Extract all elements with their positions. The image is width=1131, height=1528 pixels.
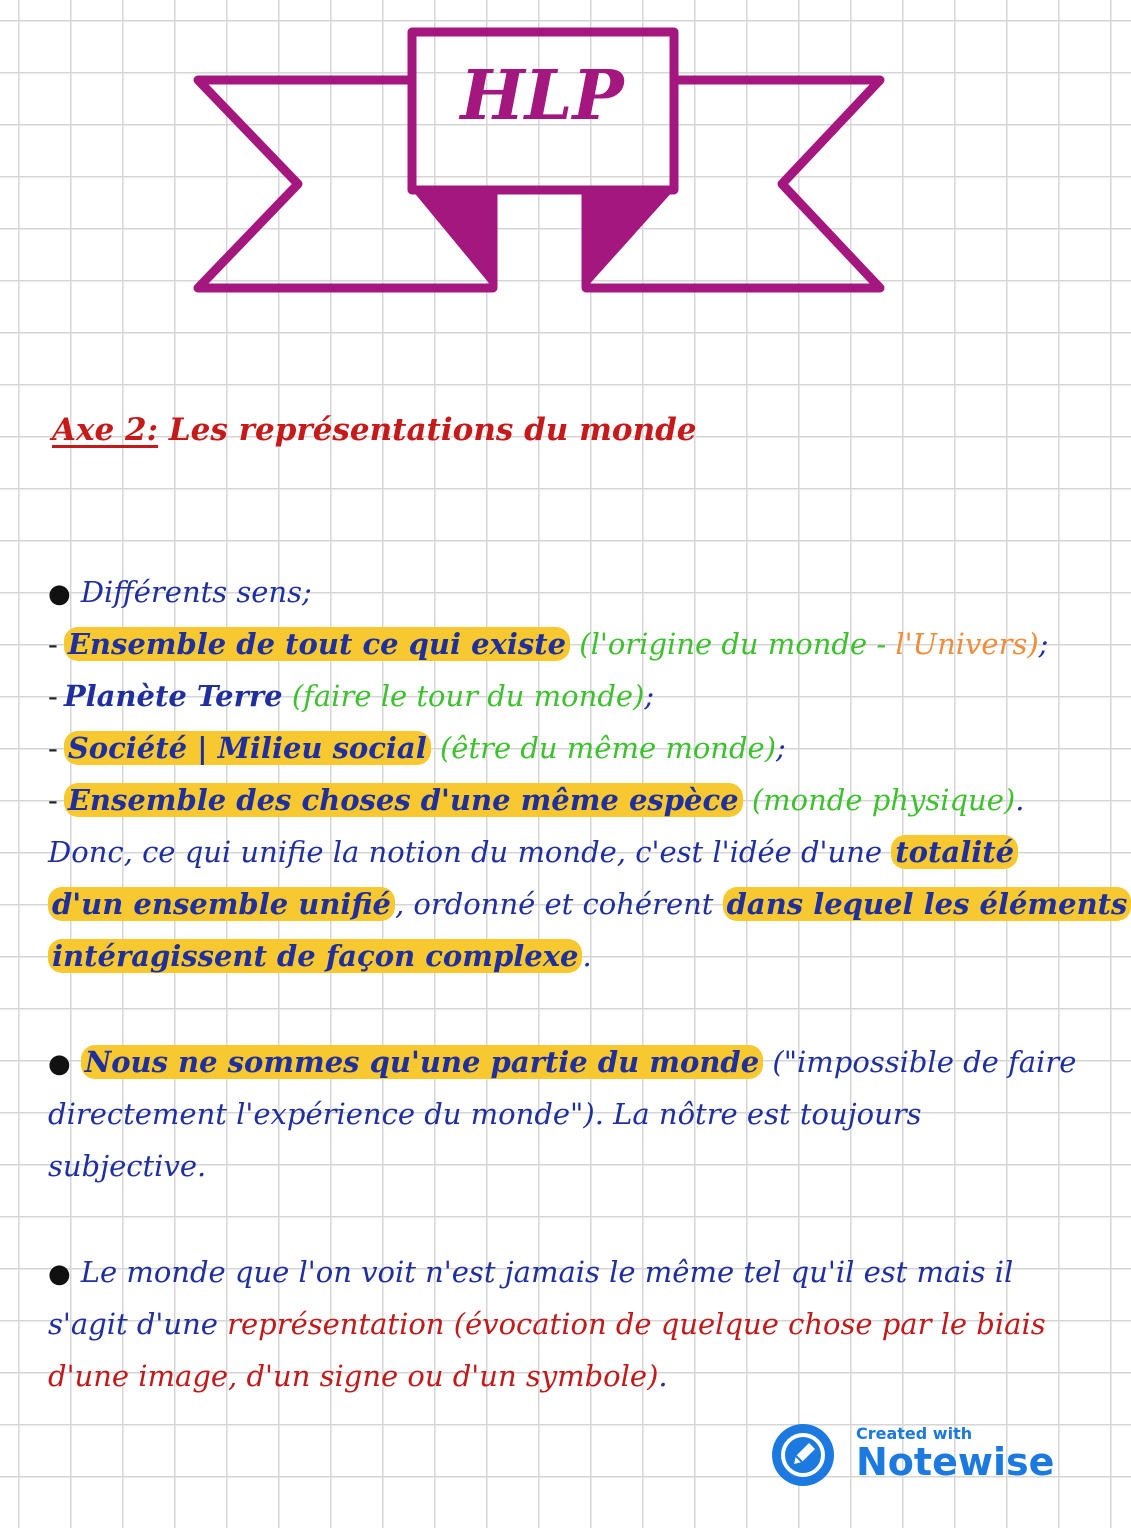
paragraph-text: s'agit d'une <box>48 1307 228 1341</box>
dash-icon: - <box>48 679 58 713</box>
dash-icon: - <box>48 783 58 817</box>
bullet-icon: ● <box>48 579 71 609</box>
bullet-title: Différents sens; <box>80 575 312 609</box>
paragraph-line <box>48 1036 1077 1088</box>
definition-text: d'une image, d'un signe ou d'un symbole) <box>48 1359 659 1393</box>
item-end: ; <box>776 731 786 765</box>
bullet-line <box>48 566 1038 618</box>
section-differents-sens <box>48 566 1128 982</box>
conclusion-highlight: intéragissent de façon complexe <box>48 939 582 973</box>
paragraph-text: Le monde que l'on voit n'est jamais le même tel qu'il est mais il <box>80 1255 1014 1289</box>
paragraph-line <box>48 1298 1046 1350</box>
conclusion-line <box>48 930 1038 982</box>
example-text: (être du même monde) <box>439 731 777 765</box>
conclusion-highlight: totalité <box>891 835 1018 869</box>
dash-icon: - <box>48 627 58 661</box>
list-item <box>48 774 1038 826</box>
paragraph-line: subjective. <box>48 1149 207 1183</box>
conclusion-highlight: d'un ensemble unifié <box>48 887 395 921</box>
section-representation <box>48 1246 1046 1402</box>
heading-axe-label: Axe 2: <box>52 412 159 448</box>
banner-right-fold <box>586 190 674 288</box>
term-text: Planète Terre <box>63 679 283 713</box>
term-highlight: Société | Milieu social <box>64 731 431 765</box>
list-item <box>48 722 1038 774</box>
example-text: (faire le tour du monde) <box>291 679 645 713</box>
conclusion-end: . <box>582 939 592 973</box>
notewise-watermark <box>772 1420 1062 1500</box>
heading-title: Les représentations du monde <box>158 412 697 448</box>
paragraph-text: ("impossible de faire <box>763 1045 1077 1079</box>
definition-text: représentation (évocation de quelque chose par le biais <box>227 1307 1046 1341</box>
paragraph-line <box>48 1246 1038 1298</box>
list-item <box>48 618 1049 670</box>
conclusion-highlight: dans lequel les éléments <box>723 887 1131 921</box>
conclusion-line <box>48 826 1038 878</box>
watermark-brand: Notewise <box>856 1440 1055 1484</box>
conclusion-text: Donc, ce qui unifie la notion du monde, c'est l'idée d'une <box>48 835 892 869</box>
term-highlight: Ensemble des choses d'une même espèce <box>64 783 743 817</box>
paragraph-line <box>48 1350 1038 1402</box>
conclusion-line <box>48 878 1128 930</box>
list-item <box>48 670 1038 722</box>
section-partie-du-monde <box>48 1036 1077 1192</box>
paragraph-end: . <box>658 1359 668 1393</box>
page-heading <box>52 412 697 448</box>
item-end: . <box>1015 783 1025 817</box>
example-orange-text: l'Univers) <box>895 627 1039 661</box>
bullet-icon: ● <box>48 1049 71 1079</box>
banner-title: HLP <box>460 56 624 136</box>
watermark-caption: Created with <box>856 1424 973 1443</box>
paragraph-line: directement l'expérience du monde"). La nôtre est toujours <box>48 1097 922 1131</box>
pencil-icon <box>772 1424 834 1486</box>
example-text: (monde physique) <box>751 783 1016 817</box>
statement-highlight: Nous ne sommes qu'une partie du monde <box>81 1045 763 1079</box>
banner-left-fold <box>412 190 493 288</box>
conclusion-text: , ordonné et cohérent <box>394 887 723 921</box>
item-end: ; <box>1038 627 1049 661</box>
term-highlight: Ensemble de tout ce qui existe <box>64 627 570 661</box>
item-end: ; <box>644 679 655 713</box>
example-text: (l'origine du monde - <box>579 627 896 661</box>
dash-icon: - <box>48 731 58 765</box>
bullet-icon: ● <box>48 1259 71 1289</box>
